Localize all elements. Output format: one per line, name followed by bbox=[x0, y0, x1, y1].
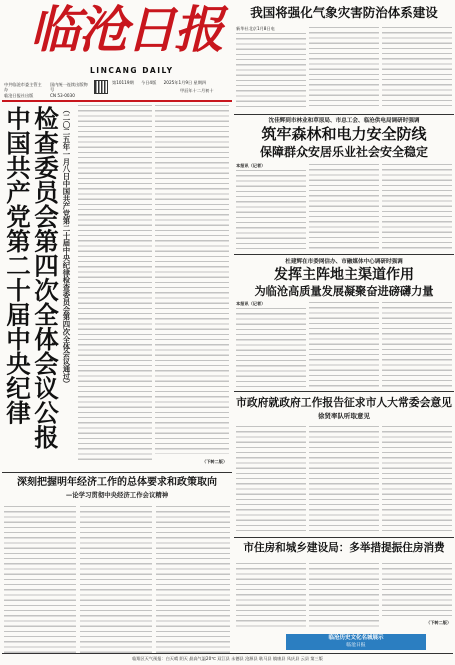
gov-body-col3 bbox=[382, 425, 452, 531]
housing-article bbox=[236, 540, 452, 640]
gov-body-col1 bbox=[236, 425, 306, 531]
gov-article bbox=[236, 395, 452, 535]
visit-headline-1[interactable]: 发挥主阵地主渠道作用 bbox=[274, 267, 414, 283]
qr-banner-line2: 临沧日报 bbox=[346, 643, 366, 648]
top-right-body-col2 bbox=[309, 26, 379, 108]
issue-number: 第10119期 bbox=[112, 80, 134, 85]
forest-body-col2 bbox=[309, 163, 379, 249]
communique-subtitle: （二〇二五年一月八日中国共产党第二十届中央纪律检查委员会第四次全体会议通过） bbox=[62, 106, 71, 388]
communique-title-col1[interactable]: 中国共产党第二十届中央纪律 bbox=[3, 106, 32, 425]
logo-text: 临沧日报 bbox=[30, 0, 222, 59]
masthead-subtitle: LINCANG DAILY bbox=[90, 66, 174, 75]
visit-byline: 本报讯（记者） bbox=[236, 301, 266, 306]
economy-subhead: —论学习贯彻中央经济工作会议精神 bbox=[65, 491, 169, 499]
economy-article bbox=[2, 475, 232, 655]
housing-body-col2 bbox=[309, 562, 379, 628]
left-info-line: 临沧日报社出版 bbox=[4, 92, 34, 98]
page-count: 今日4版 bbox=[141, 80, 157, 85]
qr-banner[interactable] bbox=[286, 634, 426, 650]
masthead bbox=[0, 0, 232, 104]
top-right-article bbox=[236, 2, 452, 114]
gov-subhead: 徐贤率队听取意见 bbox=[318, 412, 370, 420]
top-right-byline: 新华社北京1月8日电 bbox=[236, 26, 275, 31]
forest-byline: 本报讯（记者） bbox=[236, 163, 266, 168]
housing-body-col3 bbox=[382, 562, 452, 618]
left-info-line: 中共临沧市委主管主办 bbox=[4, 82, 42, 93]
visit-body-col3 bbox=[382, 301, 452, 387]
housing-body-col1 bbox=[236, 562, 306, 628]
gov-body-col2 bbox=[309, 425, 379, 531]
forest-kicker: 沈佳辉到市林业和草原局、市总工会、临沧供电局调研时强调 bbox=[268, 118, 420, 124]
qr-code bbox=[94, 80, 108, 94]
economy-body-col3 bbox=[156, 505, 230, 653]
gov-headline[interactable]: 市政府就政府工作报告征求市人大常委会意见 bbox=[236, 396, 452, 409]
forest-headline-1[interactable]: 筑牢森林和电力安全防线 bbox=[261, 125, 427, 143]
issue-date: 2025年1月9日 星期四 bbox=[163, 80, 207, 85]
forest-body-col3 bbox=[382, 163, 452, 249]
visit-body-col1 bbox=[236, 307, 306, 387]
logo bbox=[30, 0, 230, 61]
visit-body-col2 bbox=[309, 301, 379, 387]
lunar-date: 甲辰年十二月初十 bbox=[180, 88, 214, 93]
code-line: 国内统一连续出版物号 bbox=[50, 82, 88, 93]
communique-block bbox=[2, 104, 232, 470]
communique-continue: （下转二版） bbox=[202, 459, 228, 464]
communique-title-col2[interactable]: 检查委员会第四次全体会议公报 bbox=[31, 106, 60, 449]
top-right-headline[interactable]: 我国将强化气象灾害防治体系建设 bbox=[250, 5, 438, 20]
visit-kicker: 杜建辉在市委网信办、市融媒体中心调研时强调 bbox=[285, 259, 403, 265]
visit-headline-2[interactable]: 为临沧高质量发展凝聚奋进磅礴力量 bbox=[254, 285, 434, 298]
qr-banner-line1: 临沧历史文化名城展示 bbox=[328, 635, 384, 641]
visit-article bbox=[236, 258, 452, 388]
housing-headline[interactable]: 市住房和城乡建设局：多举措提振住房消费 bbox=[243, 542, 445, 554]
footer-weather: 临翔区天气预报：白天晴 阴天 最高气温20℃ 双江县 永德县 沧源县 耿马县 镇康县 凤庆县 云县 第三版 bbox=[132, 656, 323, 661]
top-right-body-col3 bbox=[382, 26, 452, 108]
masthead-codes bbox=[50, 82, 90, 98]
housing-continue: （下转二版） bbox=[426, 620, 452, 625]
economy-body-col2 bbox=[80, 505, 152, 653]
forest-body-col1 bbox=[236, 169, 306, 249]
code-line: CN 53-0030 bbox=[50, 92, 75, 98]
communique-body-col1 bbox=[78, 104, 152, 464]
economy-body-col1 bbox=[4, 505, 76, 653]
masthead-left-info bbox=[4, 82, 44, 98]
forest-article bbox=[236, 117, 452, 252]
top-right-body-col1 bbox=[236, 32, 306, 108]
issue-info bbox=[112, 80, 230, 85]
forest-headline-2[interactable]: 保障群众安居乐业社会安全稳定 bbox=[259, 145, 428, 159]
economy-headline[interactable]: 深刻把握明年经济工作的总体要求和政策取向 bbox=[17, 477, 217, 488]
communique-body-col2 bbox=[155, 104, 229, 454]
